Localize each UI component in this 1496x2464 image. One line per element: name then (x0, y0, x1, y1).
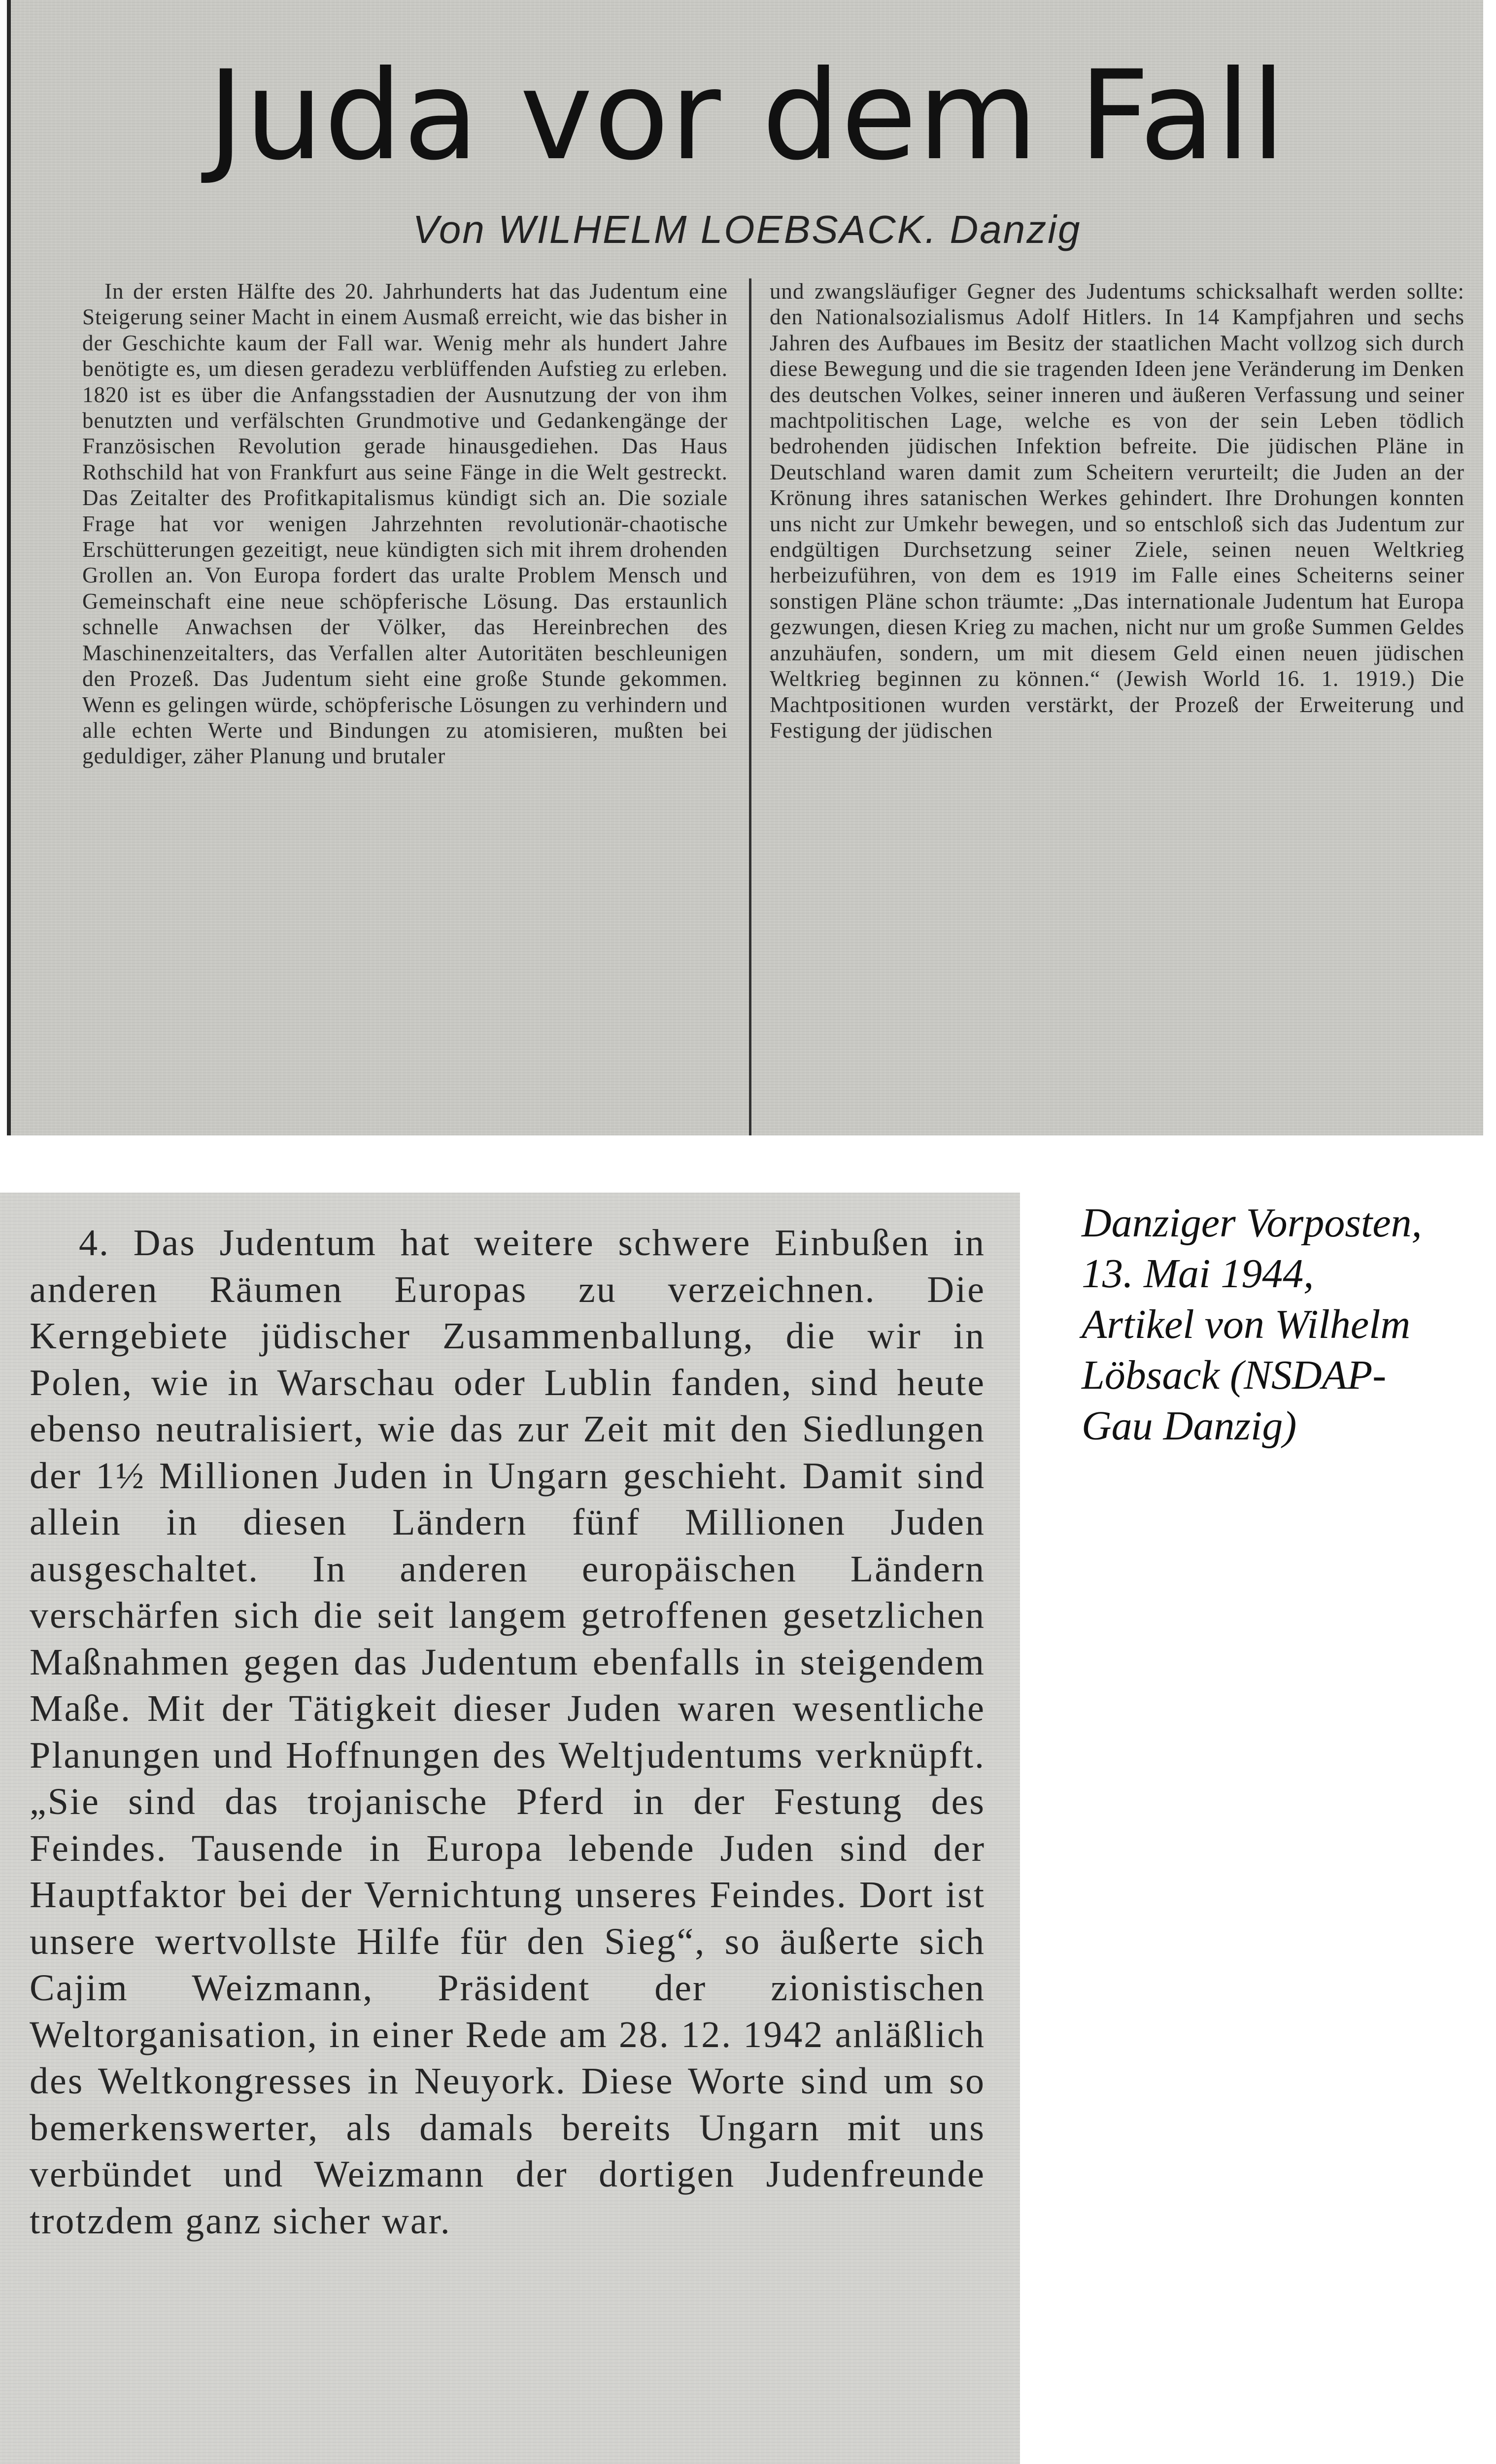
article-column-right (770, 278, 1464, 1126)
byline: Von WILHELM LOEBSACK. Danzig (412, 207, 1082, 251)
column-divider (749, 278, 751, 1135)
article-column-left-text: In der ersten Hälfte des 20. Jahrhunderts hat das Judentum eine Steigerung seiner Macht in einem Ausmaß erreicht, wie das bisher in der Geschichte kaum der Fall war. Wenig mehr als hundert Jahre benötigte es, um diesen geradezu verblüffenden Aufstieg zu erleben. 1820 ist es über die Anfangsstadien der Ausnutzung der von ihm benutzten und verfälschten Grundmotive und Gedankengänge der Französischen Revolution gerade hinausgediehen. Das Haus Rothschild hat von Frankfurt aus seine Fänge in die Welt gestreckt. Das Zeitalter des Profitkapitalismus kündigt sich an. Die soziale Frage hat vor wenigen Jahrzehnten revolutionär-chaotische Erschütterungen gezeitigt, neue kündigten sich mit ihrem drohenden Grollen an. Von Europa fordert das uralte Problem Mensch und Gemeinschaft eine neue schöpferische Lösung. Das erstaunlich schnelle Anwachsen der Völker, das Hereinbrechen des Maschinenzeitalters, das Verfallen alter Autoritäten beschleunigen den Prozeß. Das Judentum sieht eine große Stunde gekommen. Wenn es gelingen würde, schöpferische Lösungen zu verhindern und alle echten Werte und Bindungen zu atomisieren, mußten bei geduldiger, zäher Planung und brutaler (82, 279, 728, 769)
caption-line-4: Löbsack (NSDAP- (1082, 1352, 1387, 1398)
article-column-right-text: und zwangsläufiger Gegner des Judentums schicksalhaft werden sollte: den Nationalsozialismus Adolf Hitlers. In 14 Kampfjahren und sechs Jahren des Aufbaues im Besitz der staatlichen Macht vollzog sich durch diese Bewegung und die sie tragenden Ideen jene Veränderung im Denken des deutschen Volkes, seiner inneren und äußeren Verfassung und seiner machtpolitischen Lage, welche es von der sein Leben tödlich bedrohenden jüdischen Infektion befreite. Die jüdischen Pläne in Deutschland waren damit zum Scheitern verurteilt; die Juden an der Krönung ihres satanischen Werkes gehindert. Ihre Drohungen konnten uns nicht zur Umkehr bewegen, und so entschloß sich das Judentum zur endgültigen Durchsetzung seiner Ziele, seinen neuen Weltkrieg herbeizuführen, von dem es 1919 im Falle eines Scheiterns seiner sonstigen Pläne schon träumte: „Das internationale Judentum hat Europa gezwungen, diesen Krieg zu machen, nicht nur um große Summen Geldes anzuhäufen, sondern, um mit diesem Geld einen neuen jüdischen Weltkrieg beginnen zu können.“ (Jewish World 16. 1. 1919.) Die Machtpositionen wurden verstärkt, der Prozeß der Erweiterung und Festigung der jüdischen (770, 279, 1464, 743)
article-column-left (82, 278, 728, 1126)
clipping-paragraph (30, 1220, 986, 2244)
caption-line-1: Danziger Vorposten, (1082, 1200, 1422, 1246)
caption-line-3: Artikel von Wilhelm (1082, 1301, 1411, 1347)
caption-line-2: 13. Mai 1944, (1082, 1251, 1314, 1297)
caption-line-5: Gau Danzig) (1082, 1403, 1297, 1449)
headline: Juda vor dem Fall (207, 44, 1287, 187)
source-caption (1082, 1198, 1486, 1451)
newspaper-clipping-bottom (0, 1193, 1020, 2464)
clipping-paragraph-text: 4. Das Judentum hat weitere schwere Einbußen in anderen Räumen Europas zu verzeichnen. Die Kerngebiete jüdischer Zusammenballung, die wir in Polen, wie in Warschau oder Lublin fanden, sind heute ebenso neutralisiert, wie das zur Zeit mit den Siedlungen der 1½ Millionen Juden in Ungarn geschieht. Damit sind allein in diesen Ländern fünf Millionen Juden ausgeschaltet. In anderen europäischen Ländern verschärfen sich die seit langem getroffenen gesetzlichen Maßnahmen gegen das Judentum ebenfalls in steigendem Maße. Mit der Tätigkeit dieser Juden waren wesentliche Planungen und Hoffnungen des Weltjudentums verknüpft. „Sie sind das trojanische Pferd in der Festung des Feindes. Tausende in Europa lebende Juden sind der Hauptfaktor bei der Vernichtung unseres Feindes. Dort ist unsere wertvollste Hilfe für den Sieg“, so äußerte sich Cajim Weizmann, Präsident der zionistischen Weltorganisation, in einer Rede am 28. 12. 1942 anläßlich des Weltkongresses in Neuyork. Diese Worte sind um so bemerkenswerter, als damals bereits Ungarn mit uns verbündet und Weizmann der dortigen Judenfreunde trotzdem ganz sicher war. (30, 1222, 986, 2242)
newspaper-clipping-top (7, 0, 1483, 1135)
